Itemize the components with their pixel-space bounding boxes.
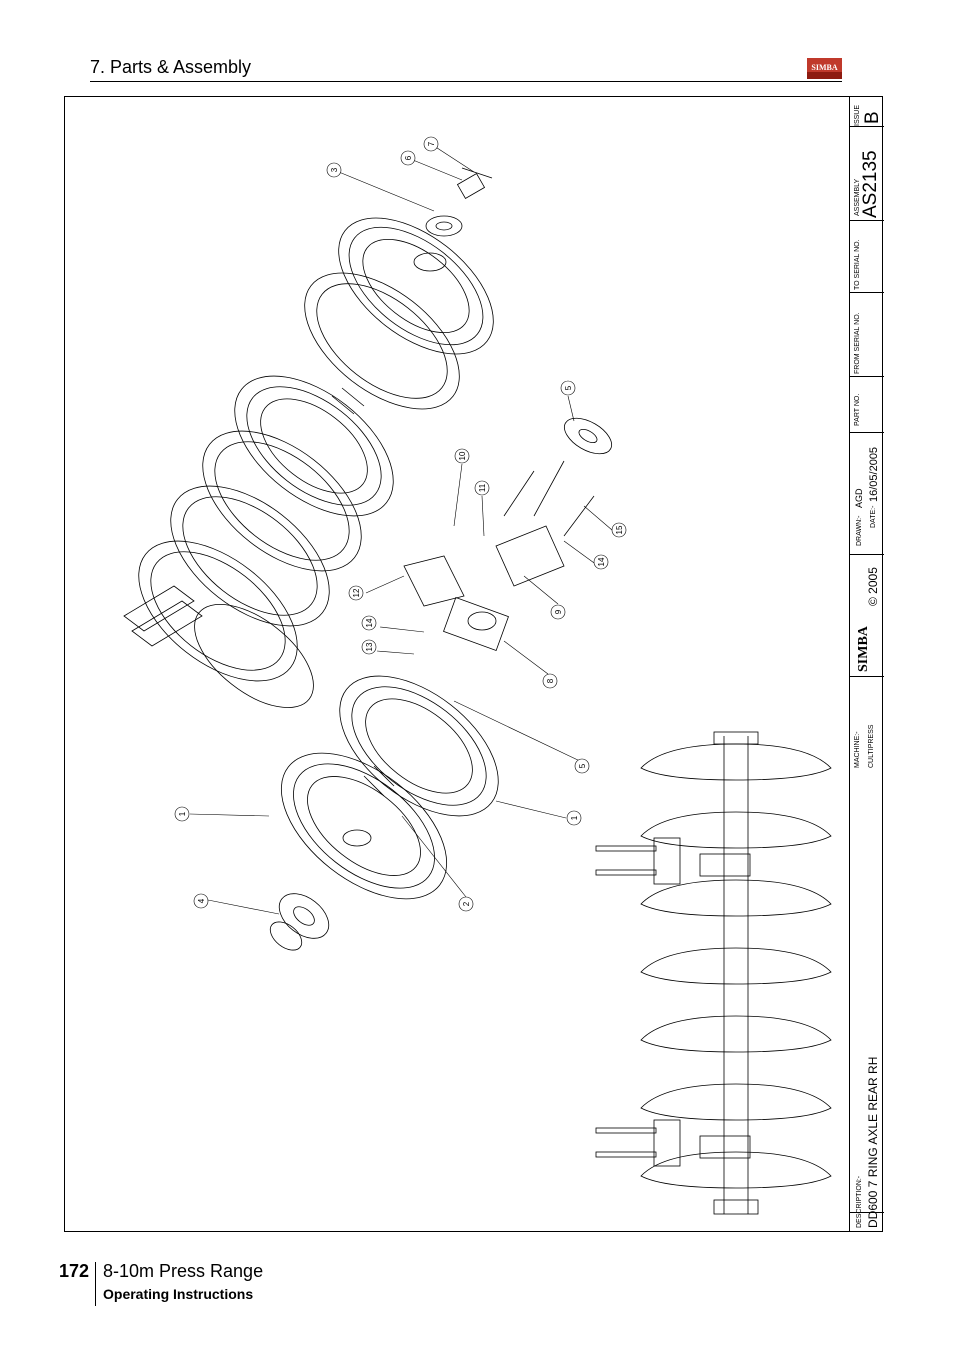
assembly-label: ASSEMBLY [854, 178, 861, 216]
machine-label: MACHINE:- [854, 731, 861, 768]
footer-subtitle: Operating Instructions [103, 1286, 254, 1302]
callout-11: 11 [478, 483, 487, 493]
description-value: DD600 7 RING AXLE REAR RH [866, 1056, 880, 1228]
callout-12: 12 [352, 588, 361, 598]
title-block [849, 96, 883, 1232]
callout-9: 9 [554, 609, 563, 615]
header-rule [90, 81, 842, 82]
callout-15: 15 [615, 525, 624, 535]
callout-13: 13 [365, 642, 374, 652]
callout-5: 5 [578, 763, 587, 769]
callout-2: 2 [462, 901, 471, 907]
callout-7: 7 [427, 141, 436, 147]
simba-logo [807, 58, 842, 79]
from-serial-label: FROM SERIAL NO. [854, 312, 861, 374]
to-serial-label: TO SERIAL NO. [854, 239, 861, 290]
copyright: © 2005 [866, 567, 880, 606]
callout-10: 10 [458, 451, 467, 461]
callout-6: 6 [404, 155, 413, 161]
callout-8: 8 [546, 678, 555, 684]
callout-4: 4 [197, 898, 206, 904]
exploded-assembly-drawing [64, 96, 849, 1232]
drawn-value: AGD [854, 488, 864, 508]
footer-title: 8-10m Press Range [103, 1261, 264, 1281]
callout-14: 14 [365, 618, 374, 628]
assembly-value: AS2135 [860, 150, 881, 218]
issue-label: ISSUE [854, 104, 861, 126]
part-no-label: PART NO. [854, 393, 861, 426]
svg-text:SIMBA: SIMBA [811, 63, 838, 72]
machine-value: CULTIPRESS [868, 724, 875, 768]
issue-value: B [862, 111, 883, 124]
description-label: DESCRIPTION:- [856, 1175, 863, 1228]
section-title: 7. Parts & Assembly [90, 57, 252, 77]
footer-divider [95, 1262, 96, 1306]
date-label: DATE:- [870, 505, 877, 528]
callout-3: 3 [330, 167, 339, 173]
callout-14: 14 [597, 557, 606, 567]
date-value: 16/05/2005 [868, 446, 880, 502]
callout-1: 1 [570, 815, 579, 821]
drawn-label: DRAWN:- [856, 515, 863, 546]
callout-1: 1 [178, 811, 187, 817]
callout-5: 5 [564, 385, 573, 391]
page-number: 172 [59, 1261, 90, 1281]
simba-brand: SIMBA [856, 626, 871, 672]
